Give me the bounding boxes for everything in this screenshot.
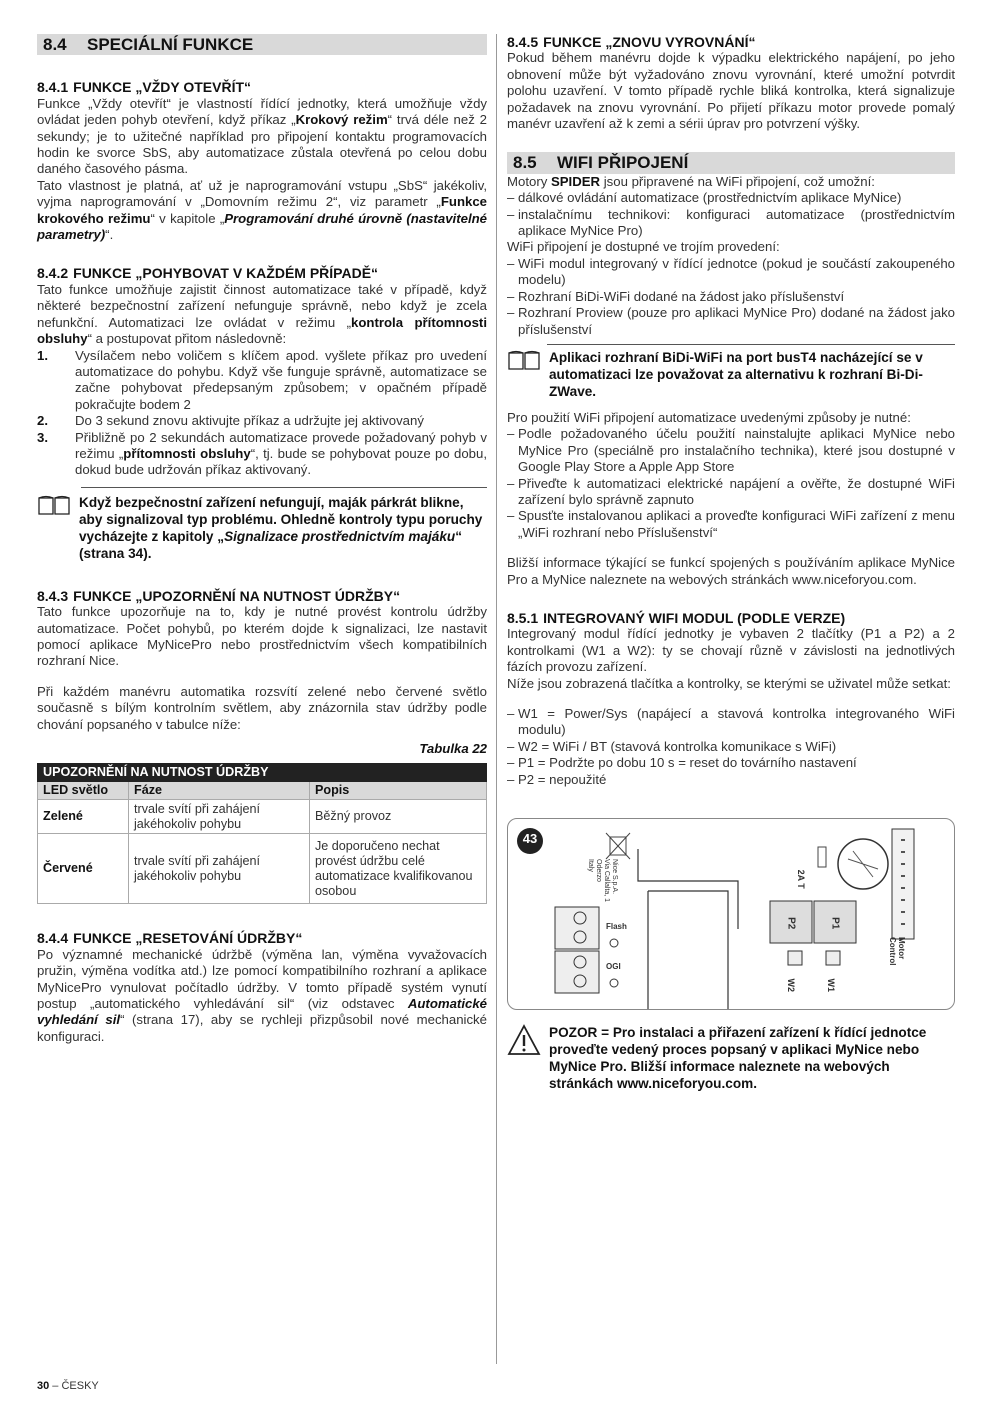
list-item: – W1 = Power/Sys (napájecí a stavová kontrolka integrovaného WiFi modulu) [507, 706, 955, 738]
list-item: – Rozhraní Proview (pouze pro aplikaci MyNice Pro) dodané na žádost jako příslušenství [507, 305, 955, 337]
warning-note: POZOR = Pro instalaci a přiřazení zařízení k řídící jednotce proveďte vedený proces popsaný v aplikaci MyNice nebo MyNice Pro. Bližší informace naleznete na webových stránkách www.niceforyou.com. [507, 1024, 955, 1092]
book-icon [507, 349, 549, 400]
column-divider [496, 34, 497, 1364]
list-item: – instalačnímu technikovi: konfiguraci automatizace (prostřednictvím aplikace MyNice Pro) [507, 206, 955, 239]
page-number: 30 [37, 1380, 50, 1392]
section-8-4-header [37, 34, 487, 55]
p2-label: P2 [785, 917, 797, 930]
section-title: SPECIÁLNÍ FUNKCE [87, 35, 254, 54]
warning-icon [507, 1024, 549, 1092]
table-title: UPOZORNĚNÍ NA NUTNOST ÚDRŽBY [38, 764, 487, 782]
list-item: – Rozhraní BiDi-WiFi dodané na žádost jako příslušenství [507, 288, 845, 304]
p1-label: P1 [829, 917, 841, 930]
list-item: 1. Vysílačem nebo voličem s klíčem apod. vyšlete příkaz pro uvedení automatizace do pohybu. Když vše funguje správně, automatizace se začne pohybovat předepsaným způsobem; v opačném případě pokračujte bodem 2 [37, 347, 487, 412]
heading-8-4-2: 8.4.2 FUNKCE „POHYBOVAT V KAŽDÉM PŘÍPADĚ“ [37, 265, 379, 282]
ogi-label: OGI [606, 962, 621, 972]
list-item: – Přiveďte k automatizaci elektrické napájení a ověřte, že dostupné WiFi zařízení bylo správně zapnuto [507, 475, 955, 507]
paragraph-8-5-a: Motory SPIDER jsou připravené na WiFi připojení, což umožní: [507, 173, 875, 189]
page-footer [37, 1378, 99, 1394]
list-item: – P2 = nepoužité [507, 771, 607, 787]
note-rule [81, 487, 487, 488]
section-8-5-header: 8.5 WIFI PŘIPOJENÍ [507, 152, 955, 173]
table-caption: Tabulka 22 [419, 741, 487, 756]
w2-label: W2 [785, 978, 796, 992]
book-icon [37, 494, 79, 562]
paragraph-8-5-1-a: Integrovaný modul řídící jednotky je vybaven 2 tlačítky (P1 a P2) a 2 kontrolkami (W1 a W2): ty se chovají různě v závislosti na jednotlivých fázích provozu zařízení. [507, 626, 955, 675]
list-item: – Podle požadovaného účelu použití nainstalujte aplikaci MyNice nebo MyNice Pro (speciálně pro instalačního technika), které jsou dostupné v Google Play Store a Apple App Store [507, 426, 955, 475]
note-maják: Když bezpečnostní zařízení nefungují, maják párkrát blikne, aby signalizoval typ problému. Ohledně kontroly typu poruchy vycházejte z kapitoly „Signalizace prostřednictvím majáku“ (strana 34). [37, 494, 487, 562]
table-cell: trvale svítí při zahájení jakéhokoliv pohybu [129, 800, 310, 834]
note-bidi: Aplikaci rozhraní BiDi-WiFi na port busT4 nacházející se v automatizaci lze považovat za alternativu k rozhraní Bi-Di-ZWave. [507, 349, 955, 400]
manufacturer-address: Nice S.p.A. Via Callalta, 1 Oderzo Italy [587, 859, 618, 903]
list-item: – dálkové ovládání automatizace (prostřednictvím aplikace MyNice) [507, 190, 902, 206]
list-item: – W2 = WiFi / BT (stavová kontrolka komunikace s WiFi) [507, 738, 837, 754]
list-item: 3. Přibližně po 2 sekundách automatizace provede požadovaný pohyb v režimu „přítomnosti obsluhy“, tj. bude se pohybovat pouze po dobu, dokud bude udržován příkaz aktivovaný. [37, 429, 488, 478]
paragraph-8-4-3-a: Tato funkce upozorňuje na to, kdy je nutné provést kontrolu údržby automatizace. Počet pohybů, po kterém dojde k signalizaci, lze nastavit pomocí aplikace MyNicePro nebo prostřednictvím všech kompatibilních rozhraní Nice. [37, 604, 487, 669]
list-item: 2. Do 3 sekund znovu aktivujte příkaz a udržujte jej aktivovaný [37, 413, 424, 429]
heading-8-5-1: 8.5.1 INTEGROVANÝ WIFI MODUL (PODLE VERZE) [507, 609, 846, 626]
paragraph-8-4-5: Pokud během manévru dojde k výpadku elektrického napájení, po jeho obnovení může být vyžadováno znovu vyrovnání, které umožní potvrdit polohu uzavření. V tomto případě rychle bliká kontrolka, která signalizuje požadavek na znovu vyrovnání. Po přijetí příkazu motor provede pomalý manévr uzavření až k zemi a sérii úprav pro potvrzení výšky. [507, 50, 955, 132]
section-number: 8.4 [43, 35, 67, 54]
figure-43-board-diagram [507, 818, 955, 1010]
paragraph-8-4-2: Tato funkce umožňuje zajistit činnost automatizace také v případě, když některé bezpečnostní zařízení nefunguje správně, nebo když je zcela nefunkční. Automatizaci lze ovládat v režimu „kontrola přítomnosti obsluhy“ a postupovat přitom následovně: [37, 281, 487, 347]
paragraph-8-4-1-b: Tato vlastnost je platná, ať už je naprogramování vstupu „SbS“ jakékoliv, vyjma naprogramování v „Domovním režimu 2“, viz parametr „Funkce krokového režimu“ v kapitole „Programování druhé úrovně (nastavitelné parametry)“. [37, 177, 487, 243]
table-header: Fáze [129, 782, 310, 800]
table-row [38, 800, 487, 834]
table-cell: trvale svítí při zahájení jakéhokoliv pohybu [129, 834, 310, 904]
fuse-label: 2A T [795, 869, 806, 889]
left-column [37, 34, 487, 1045]
table-cell: Červené [38, 834, 129, 904]
table-row [38, 834, 487, 904]
table-cell: Je doporučeno nechat provést údržbu celé automatizace kvalifikovanou osobou [310, 834, 487, 904]
note-rule [547, 344, 955, 345]
heading-8-4-5: 8.4.5 FUNKCE „ZNOVU VYROVNÁNÍ“ [507, 34, 756, 50]
table-cell: Běžný provoz [310, 800, 487, 834]
w1-label: W1 [825, 978, 836, 992]
paragraph-8-5-d: Bližší informace týkající se funkcí spojených s používáním aplikace MyNice Pro a MyNice naleznete na webových stránkách www.niceforyou.com. [507, 555, 955, 587]
heading-8-4-1: 8.4.1 FUNKCE „VŽDY OTEVŘÍT“ [37, 79, 252, 96]
right-column [507, 34, 955, 1092]
table-header: LED světlo [38, 782, 129, 800]
footer-language: – ČESKY [49, 1380, 99, 1392]
paragraph-8-5-b: WiFi připojení je dostupné ve trojím provedení: [507, 239, 780, 255]
paragraph-8-5-c: Pro použití WiFi připojení automatizace uvedenými způsoby je nutné: [507, 409, 911, 425]
table-header: Popis [310, 782, 487, 800]
list-item: – Spusťte instalovanou aplikaci a proveďte konfiguraci WiFi zařízení z menu „WiFi rozhraní nebo Příslušenství“ [507, 508, 955, 540]
motor-control-label: Motor Control [888, 937, 906, 966]
paragraph-8-4-4: Po významné mechanické údržbě (výměna lan, výměna vyvažovacích pružin, výměna vodítka atd.) lze pomocí kompatibilního rozhraní a aplikace MyNicePro vynulovat počítadlo údržby. V tomto případě systém vynutí postup „automatického vyhledávání sil“ (viz odstavec Automatické vyhledání sil“ (strana 17), aby se rychleji přizpůsobil nové mechanické konfiguraci. [37, 946, 487, 1044]
heading-8-4-3: 8.4.3 FUNKCE „UPOZORNĚNÍ NA NUTNOST ÚDRŽBY“ [37, 587, 401, 604]
flash-label: Flash [606, 922, 627, 932]
heading-8-4-4: 8.4.4 FUNKCE „RESETOVÁNÍ ÚDRŽBY“ [37, 930, 303, 947]
maintenance-table [37, 763, 487, 904]
paragraph-8-5-1-b: Níže jsou zobrazená tlačítka a kontrolky, se kterými se uživatel může setkat: [507, 675, 951, 691]
list-item: – P1 = Podržte po dobu 10 s = reset do továrního nastavení [507, 755, 857, 771]
figure-number: 43 [522, 831, 538, 847]
list-item: – WiFi modul integrovaný v řídící jednotce (pokud je součástí zakoupeného modelu) [507, 255, 955, 288]
board-drawing [508, 819, 954, 1009]
table-cell: Zelené [38, 800, 129, 834]
paragraph-8-4-3-b: Při každém manévru automatika rozsvítí zelené nebo červené světlo současně s bílým kontrolním světlem, aby znázornila stav údržby podle chování popsaného v tabulce níže: [37, 683, 487, 732]
paragraph-8-4-1-a: Funkce „Vždy otevřít“ je vlastností řídící jednotky, která umožňuje vždy ovládat jeden pohyb otevření, když příkaz „Krokový režim“ trvá déle než 2 sekundy; je to užitečné například pro připojení kontaktu programovacích hodin ke svorce SbS, aby automatizace zůstala otevřená po celou dobu daného časového pásma. [37, 95, 487, 177]
